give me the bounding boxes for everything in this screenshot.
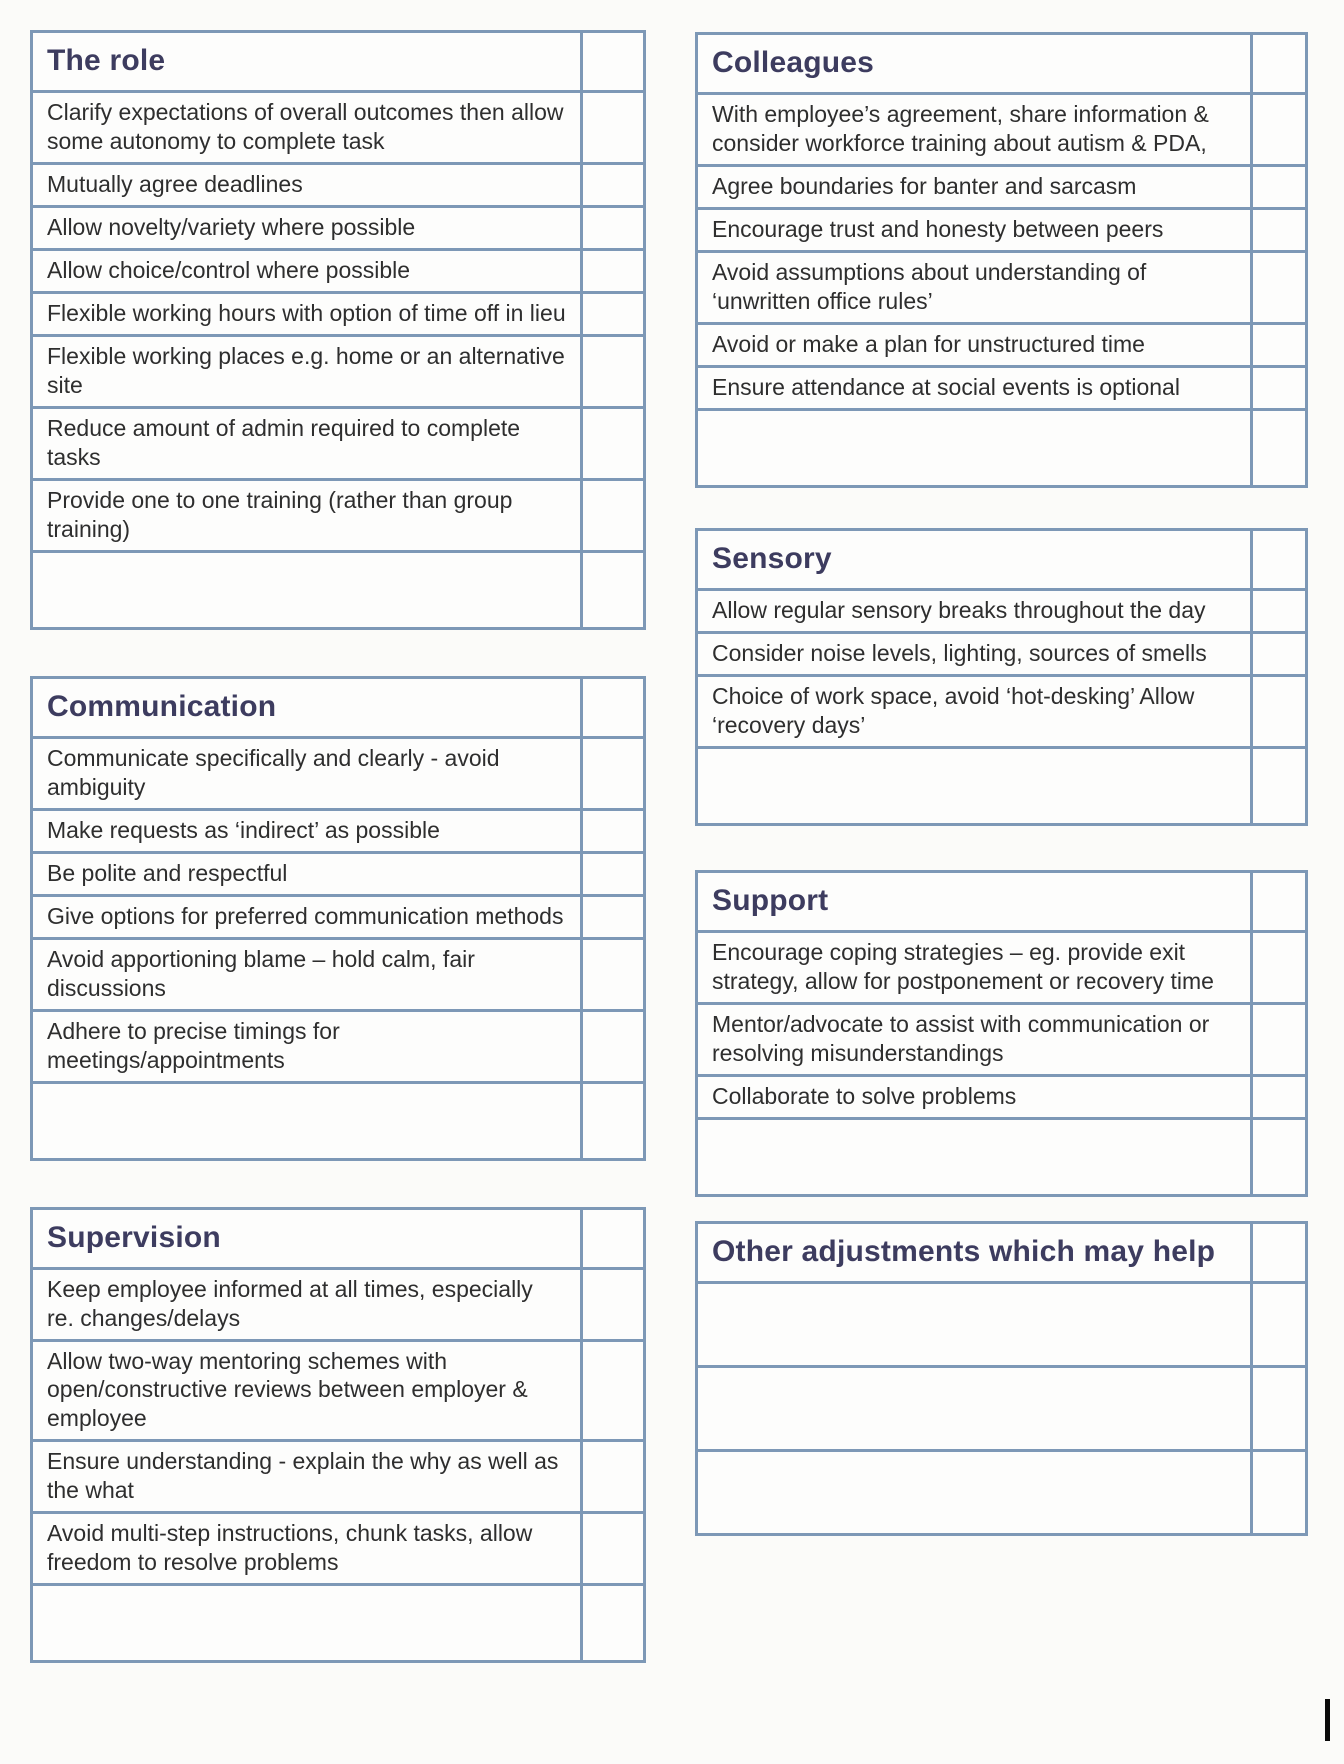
table-row xyxy=(33,1439,643,1511)
row-text: Choice of work space, avoid ‘hot-desking’ Allow ‘recovery days’ xyxy=(712,682,1195,738)
table-row xyxy=(698,930,1305,1002)
checkbox-header-cell xyxy=(580,1210,643,1267)
row-text: Adhere to precise timings for meetings/appointments xyxy=(47,1017,340,1073)
table-row xyxy=(698,164,1305,207)
empty-fill-in-cell[interactable] xyxy=(698,411,1250,485)
row-text: Ensure understanding - explain the why as well as the what xyxy=(47,1448,559,1504)
checkbox-cell[interactable] xyxy=(580,1442,643,1511)
checkbox-cell[interactable] xyxy=(580,940,643,1009)
table-row xyxy=(33,334,643,406)
table-row xyxy=(698,250,1305,322)
checkbox-cell[interactable] xyxy=(580,294,643,334)
empty-fill-in-cell[interactable] xyxy=(33,553,580,627)
column-left xyxy=(30,30,646,1663)
table-row xyxy=(33,851,643,894)
table-row xyxy=(698,746,1305,823)
checkbox-header-cell xyxy=(580,33,643,90)
table-row xyxy=(698,1002,1305,1074)
table-row xyxy=(33,248,643,291)
row-text: Communicate specifically and clearly - avoid ambiguity xyxy=(47,744,500,800)
section-title: The role xyxy=(47,44,166,78)
table-row xyxy=(33,1511,643,1583)
checkbox-cell[interactable] xyxy=(580,93,643,162)
column-right xyxy=(695,32,1308,1536)
checkbox-cell[interactable] xyxy=(580,481,643,550)
checkbox-cell[interactable] xyxy=(1250,749,1305,823)
checkbox-cell[interactable] xyxy=(580,739,643,808)
checkbox-cell[interactable] xyxy=(580,1586,643,1660)
section-title: Other adjustments which may help xyxy=(712,1234,1216,1268)
checkbox-cell[interactable] xyxy=(1250,933,1305,1002)
checkbox-cell[interactable] xyxy=(580,1270,643,1339)
checkbox-cell[interactable] xyxy=(1250,634,1305,674)
table-the-role xyxy=(30,30,646,630)
checkbox-cell[interactable] xyxy=(580,165,643,205)
table-row xyxy=(698,207,1305,250)
checkbox-header-cell xyxy=(1250,873,1305,930)
row-text: Provide one to one training (rather than group training) xyxy=(47,486,513,542)
empty-fill-in-cell[interactable] xyxy=(698,1452,1250,1533)
checkbox-cell[interactable] xyxy=(580,1342,643,1440)
table-row xyxy=(698,631,1305,674)
table-row xyxy=(698,1281,1305,1365)
table-row xyxy=(698,1365,1305,1449)
checkbox-header-cell xyxy=(1250,35,1305,92)
row-text: Allow novelty/variety where possible xyxy=(47,213,416,240)
row-text: Keep employee informed at all times, especially re. changes/delays xyxy=(47,1275,533,1331)
table-other-adjustments-which-may-help xyxy=(695,1221,1308,1536)
row-text: Consider noise levels, lighting, sources of smells xyxy=(712,639,1207,666)
checkbox-cell[interactable] xyxy=(580,811,643,851)
section-title: Supervision xyxy=(47,1220,221,1254)
table-row xyxy=(698,1074,1305,1117)
checkbox-cell[interactable] xyxy=(580,208,643,248)
section-title: Sensory xyxy=(712,541,832,575)
row-text: Allow choice/control where possible xyxy=(47,256,411,283)
table-row xyxy=(33,162,643,205)
section-title: Colleagues xyxy=(712,46,875,80)
checkbox-cell[interactable] xyxy=(1250,253,1305,322)
row-text: Avoid or make a plan for unstructured time xyxy=(712,330,1145,357)
checkbox-cell[interactable] xyxy=(580,1084,643,1158)
checkbox-cell[interactable] xyxy=(1250,1284,1305,1365)
row-text: Agree boundaries for banter and sarcasm xyxy=(712,172,1137,199)
table-row xyxy=(33,550,643,627)
row-text: Allow two-way mentoring schemes with open/constructive reviews between employer & employee xyxy=(47,1347,528,1432)
section-title: Communication xyxy=(47,689,277,723)
table-row xyxy=(33,736,643,808)
row-text: Flexible working places e.g. home or an alternative site xyxy=(47,342,565,398)
table-row xyxy=(33,90,643,162)
checkbox-cell[interactable] xyxy=(580,409,643,478)
table-communication xyxy=(30,676,646,1161)
row-text: Allow regular sensory breaks throughout the day xyxy=(712,596,1206,623)
table-row xyxy=(33,406,643,478)
table-row xyxy=(33,1267,643,1339)
checkbox-cell[interactable] xyxy=(1250,677,1305,746)
section-header-row xyxy=(698,873,1305,930)
empty-fill-in-cell[interactable] xyxy=(33,1084,580,1158)
row-text: Avoid apportioning blame – hold calm, fair discussions xyxy=(47,945,475,1001)
checkbox-header-cell xyxy=(1250,1224,1305,1281)
checkbox-header-cell xyxy=(580,679,643,736)
section-title: Support xyxy=(712,883,829,917)
row-text: Give options for preferred communication methods xyxy=(47,902,564,929)
table-row xyxy=(33,808,643,851)
checkbox-cell[interactable] xyxy=(580,854,643,894)
checkbox-cell[interactable] xyxy=(1250,591,1305,631)
row-text: Avoid assumptions about understanding of ‘unwritten office rules’ xyxy=(712,258,1147,314)
checkbox-cell[interactable] xyxy=(1250,411,1305,485)
empty-fill-in-cell[interactable] xyxy=(698,1368,1250,1449)
text-cursor-mark xyxy=(1325,1699,1330,1741)
table-row xyxy=(698,588,1305,631)
table-row xyxy=(698,408,1305,485)
table-row xyxy=(698,674,1305,746)
section-header-row xyxy=(698,1224,1305,1281)
checkbox-cell[interactable] xyxy=(580,1514,643,1583)
table-colleagues xyxy=(695,32,1308,488)
row-text: Collaborate to solve problems xyxy=(712,1082,1017,1109)
checkbox-cell[interactable] xyxy=(580,1012,643,1081)
checkbox-cell[interactable] xyxy=(1250,1368,1305,1449)
row-text: Flexible working hours with option of time off in lieu xyxy=(47,299,566,326)
empty-fill-in-cell[interactable] xyxy=(33,1586,580,1660)
row-text: Mentor/advocate to assist with communication or resolving misunderstandings xyxy=(712,1010,1210,1066)
checkbox-cell[interactable] xyxy=(1250,1077,1305,1117)
section-header-row xyxy=(698,531,1305,588)
row-text: Mutually agree deadlines xyxy=(47,170,303,197)
table-row xyxy=(33,937,643,1009)
table-row xyxy=(33,1583,643,1660)
checkbox-cell[interactable] xyxy=(1250,1005,1305,1074)
table-row xyxy=(33,1339,643,1440)
table-row xyxy=(33,291,643,334)
table-row xyxy=(33,1009,643,1081)
empty-fill-in-cell[interactable] xyxy=(698,749,1250,823)
empty-fill-in-cell[interactable] xyxy=(698,1284,1250,1365)
row-text: Clarify expectations of overall outcomes then allow some autonomy to complete task xyxy=(47,99,564,154)
section-header-row xyxy=(698,35,1305,92)
row-text: Ensure attendance at social events is optional xyxy=(712,373,1180,400)
checkbox-header-cell xyxy=(1250,531,1305,588)
checkbox-cell[interactable] xyxy=(1250,1120,1305,1194)
table-row xyxy=(33,1081,643,1158)
table-row xyxy=(698,92,1305,164)
table-row xyxy=(698,1449,1305,1533)
row-text: Avoid multi-step instructions, chunk tasks, allow freedom to resolve problems xyxy=(47,1520,533,1576)
checkbox-cell[interactable] xyxy=(1250,368,1305,408)
section-header-row xyxy=(33,33,643,90)
table-row xyxy=(33,894,643,937)
table-sensory xyxy=(695,528,1308,826)
checkbox-cell[interactable] xyxy=(1250,210,1305,250)
checkbox-cell[interactable] xyxy=(1250,1452,1305,1533)
checkbox-cell[interactable] xyxy=(580,251,643,291)
empty-fill-in-cell[interactable] xyxy=(698,1120,1250,1194)
section-header-row xyxy=(33,679,643,736)
table-row xyxy=(698,365,1305,408)
row-text: With employee’s agreement, share information & consider workforce training about autism & PDA, xyxy=(712,101,1209,156)
table-row xyxy=(698,1117,1305,1194)
row-text: Encourage trust and honesty between peers xyxy=(712,215,1164,242)
table-row xyxy=(33,205,643,248)
section-header-row xyxy=(33,1210,643,1267)
checkbox-cell[interactable] xyxy=(580,897,643,937)
row-text: Encourage coping strategies – eg. provide exit strategy, allow for postponement or recovery time xyxy=(712,938,1214,994)
checkbox-cell[interactable] xyxy=(580,337,643,406)
checkbox-cell[interactable] xyxy=(1250,325,1305,365)
checkbox-cell[interactable] xyxy=(580,553,643,627)
table-support xyxy=(695,870,1308,1197)
row-text: Be polite and respectful xyxy=(47,859,288,886)
checkbox-cell[interactable] xyxy=(1250,167,1305,207)
table-supervision xyxy=(30,1207,646,1664)
row-text: Reduce amount of admin required to complete tasks xyxy=(47,414,521,470)
table-row xyxy=(698,322,1305,365)
table-row xyxy=(33,478,643,550)
checkbox-cell[interactable] xyxy=(1250,95,1305,164)
row-text: Make requests as ‘indirect’ as possible xyxy=(47,816,440,843)
